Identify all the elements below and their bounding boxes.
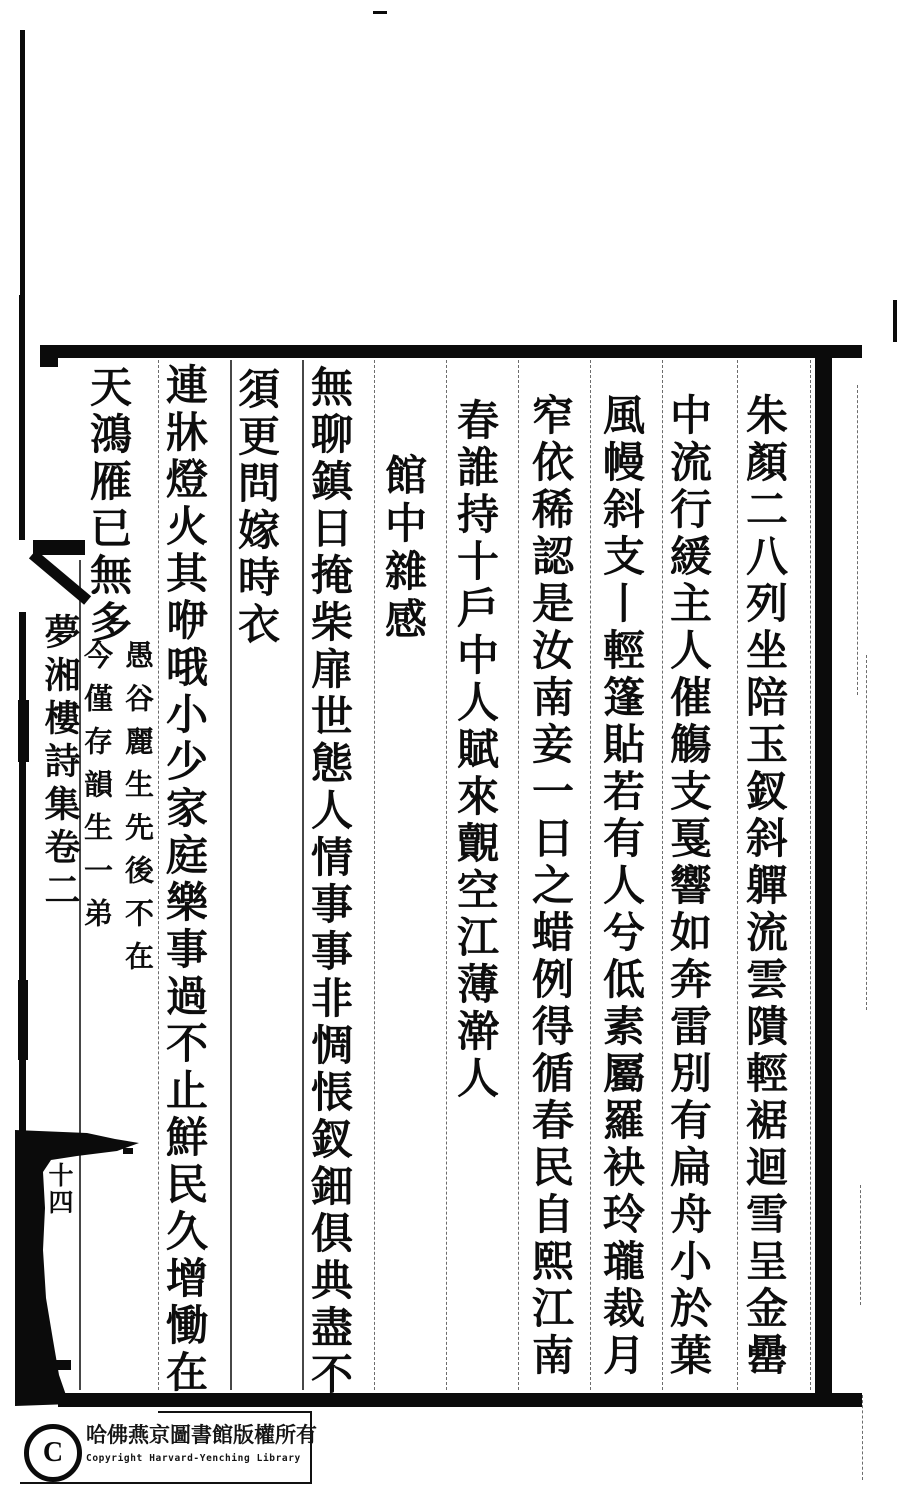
frame-top-border	[40, 345, 862, 358]
ink-streak	[18, 700, 29, 762]
poem-column-9: 連牀燈火其咿哦小少家庭樂事過不止鮮民久增慟在	[160, 363, 206, 1397]
ink-streak	[19, 295, 25, 540]
spine-title: 夢湘樓詩集卷二	[40, 613, 80, 914]
scan-artifact-line	[862, 1395, 863, 1480]
poem-column-8: 須更問嫁時衣	[232, 367, 278, 649]
poem-column-1: 朱顏二八列坐陪玉釵斜軃流雲隤輕裾迴雪呈金罍	[740, 393, 786, 1380]
stamp-english-text: Copyright Harvard-Yenching Library	[86, 1453, 301, 1464]
poem-column-3: 風幔斜支丨輕篷貼若有人兮低素屬羅袂玲瓏裁月	[597, 393, 643, 1380]
annotation-right-column: 愚谷麗生先後不在	[121, 640, 153, 984]
poem-column-7: 無聊鎮日掩柴扉世態人情事事非惆悵釵鈿俱典盡不	[305, 365, 351, 1399]
scan-artifact-line	[857, 385, 858, 695]
frame-right-border	[815, 345, 832, 1405]
frame-top-left-hook	[40, 345, 58, 367]
ink-blotch	[15, 1130, 147, 1406]
column-rule	[810, 360, 811, 1390]
section-title: 館中雜感	[379, 453, 425, 645]
poem-column-4: 窄依稀認是汝南妾一日之蜡例得循春民自熙江南	[526, 393, 572, 1380]
scan-artifact-line	[866, 655, 867, 1010]
poem-column-10: 天鴻雁已無多	[84, 365, 130, 647]
scan-artifact-mark	[893, 300, 897, 342]
scan-artifact-line	[860, 1185, 861, 1305]
ink-streak	[18, 980, 28, 1060]
annotation-left-column: 今僅存韻生一弟	[80, 640, 112, 941]
folio-number: 十四	[45, 1162, 72, 1216]
copyright-symbol-icon: C	[24, 1424, 82, 1482]
poem-column-2: 中流行緩主人催觴支戛響如奔雷別有扁舟小於葉	[664, 393, 710, 1380]
poem-column-5: 春誰持十戶中人賦來覿空江薄澣人	[451, 398, 497, 1103]
stamp-chinese-text: 哈佛燕京圖書館版權所有	[86, 1423, 317, 1447]
scan-artifact-mark	[373, 11, 387, 14]
ink-streak	[20, 30, 25, 295]
